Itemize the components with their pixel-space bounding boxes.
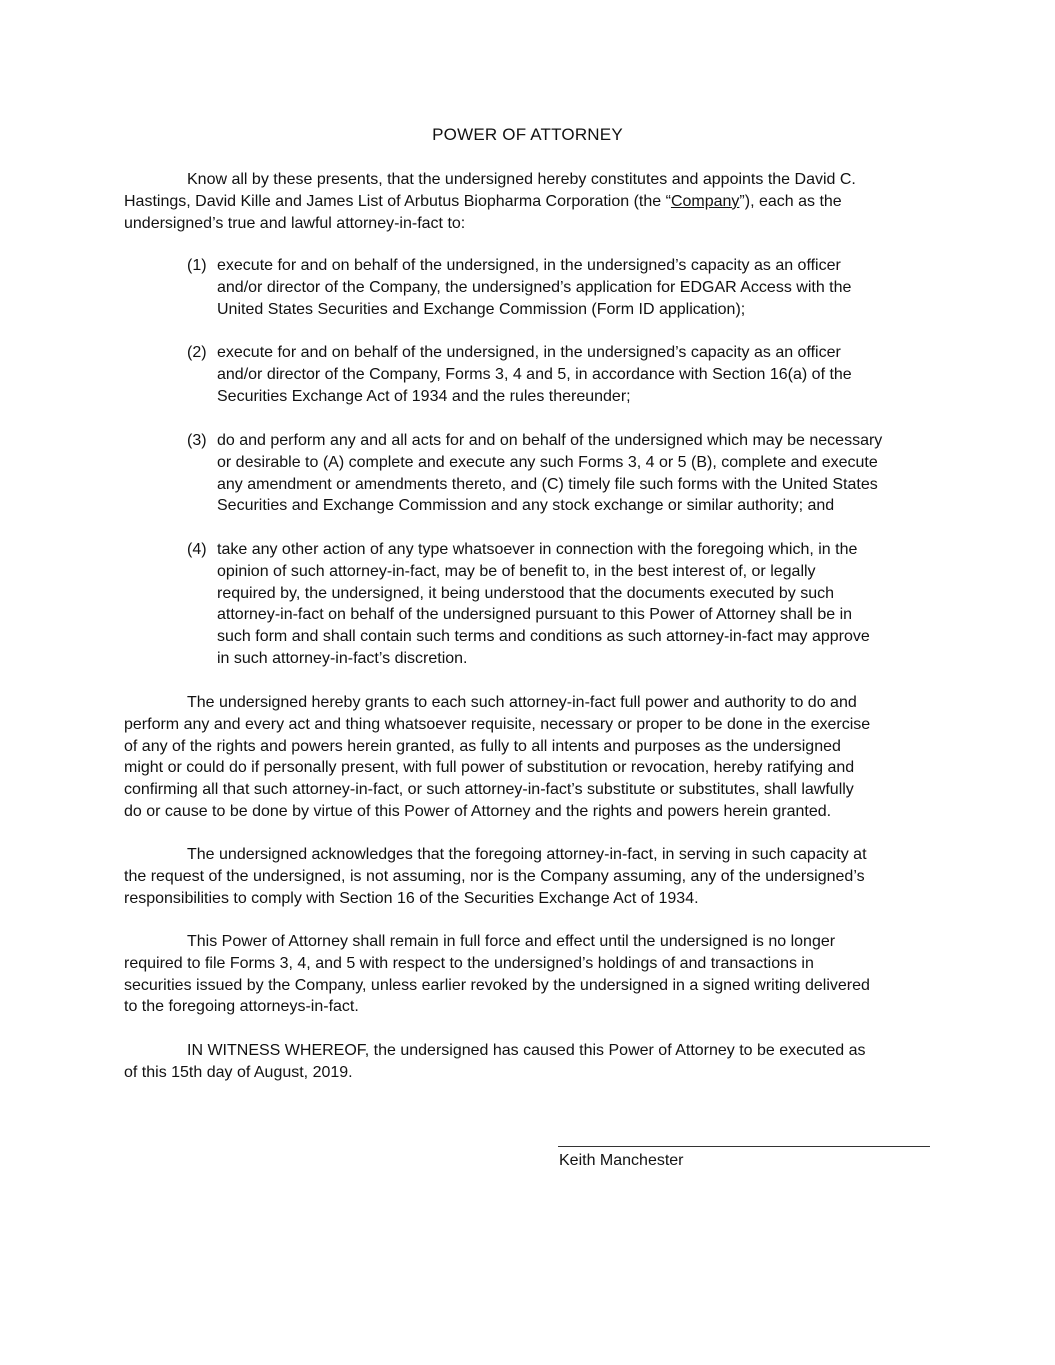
list-number: (2)	[187, 344, 207, 361]
list-number: (4)	[187, 541, 207, 558]
paragraph-line: attorney-in-fact on behalf of the undersigned pursuant to this Power of Attorney shall be in	[217, 606, 853, 624]
paragraph-line: in such attorney-in-fact’s discretion.	[217, 649, 468, 667]
paragraph-line: or desirable to (A) complete and execute any such Forms 3, 4 or 5 (B), complete and execute	[217, 453, 878, 471]
paragraph-line: such form and shall contain such terms and conditions as such attorney-in-fact may approve	[217, 628, 870, 646]
list-number: (3)	[187, 432, 207, 449]
paragraph-line: any amendment or amendments thereto, and (C) timely file such forms with the United States	[217, 475, 878, 493]
paragraph-line: execute for and on behalf of the undersigned, in the undersigned’s capacity as an officer	[217, 344, 841, 361]
paragraph-line: to the foregoing attorneys-in-fact.	[124, 998, 359, 1016]
paragraph-line: This Power of Attorney shall remain in full force and effect until the undersigned is no longer	[187, 933, 836, 950]
paragraph-line: perform any and every act and thing whatsoever requisite, necessary or proper to be done in the exercise	[124, 715, 871, 733]
paragraph-line: Securities and Exchange Commission and any stock exchange or similar authority; and	[217, 497, 835, 515]
paragraph-line: of this 15th day of August, 2019.	[124, 1063, 353, 1081]
paragraph-line: and/or director of the Company, the undersigned’s application for EDGAR Access with the	[217, 278, 852, 296]
paragraph-line: take any other action of any type whatsoever in connection with the foregoing which, in the	[217, 541, 858, 558]
body-paragraph	[124, 844, 944, 909]
paragraph-line: required to file Forms 3, 4, and 5 with respect to the undersigned’s holdings of and transactions in	[124, 954, 814, 972]
paragraph-line: securities issued by the Company, unless earlier revoked by the undersigned in a signed writing delivered	[124, 976, 870, 994]
paragraph-line: do and perform any and all acts for and on behalf of the undersigned which may be necessary	[217, 432, 883, 449]
list-number: (1)	[187, 257, 207, 274]
paragraph-line: Know all by these presents, that the undersigned hereby constitutes and appoints the David C.	[187, 171, 856, 188]
paragraph-line: The undersigned acknowledges that the foregoing attorney-in-fact, in serving in such capacity at	[187, 846, 867, 863]
paragraph-line: confirming all that such attorney-in-fact, or such attorney-in-fact’s substitute or substitutes, shall lawfully	[124, 781, 854, 799]
text-segment: Hastings, David Kille and James List of Arbutus Biopharma Corporation (the “	[124, 192, 671, 210]
paragraph-line: do or cause to be done by virtue of this Power of Attorney and the rights and powers herein granted.	[124, 802, 832, 820]
paragraph-line: and/or director of the Company, Forms 3, 4 and 5, in accordance with Section 16(a) of the	[217, 365, 852, 383]
paragraph-line: undersigned’s true and lawful attorney-in-fact to:	[124, 214, 466, 232]
body-paragraph	[124, 1040, 944, 1084]
paragraph-line: opinion of such attorney-in-fact, may be of benefit to, in the best interest of, or legally	[217, 562, 816, 580]
paragraph-line: of any of the rights and powers herein granted, as fully to all intents and purposes as the undersigned	[124, 737, 841, 755]
signatory-name: Keith Manchester	[559, 1152, 684, 1169]
paragraph-line: the request of the undersigned, is not assuming, nor is the Company assuming, any of the undersigned’s	[124, 867, 865, 885]
body-paragraph	[124, 931, 944, 1018]
document-title: POWER OF ATTORNEY	[432, 125, 623, 144]
body-paragraph	[124, 692, 944, 823]
paragraph-line	[124, 191, 944, 213]
list-item	[124, 430, 944, 517]
list-item	[124, 342, 944, 407]
paragraph-line: required by, the undersigned, it being understood that the documents executed by such	[217, 584, 834, 602]
paragraph-line: execute for and on behalf of the undersigned, in the undersigned’s capacity as an officer	[217, 257, 841, 274]
paragraph-line: Securities Exchange Act of 1934 and the rules thereunder;	[217, 387, 631, 405]
signature-line	[558, 1146, 930, 1147]
paragraph-line: might or could do if personally present, with full power of substitution or revocation, hereby ratifying and	[124, 759, 855, 777]
list-item	[124, 255, 944, 320]
paragraph-line: IN WITNESS WHEREOF, the undersigned has caused this Power of Attorney to be executed as	[187, 1042, 866, 1059]
paragraph-line: The undersigned hereby grants to each such attorney-in-fact full power and authority to do and	[187, 694, 857, 711]
list-item	[124, 539, 944, 670]
defined-term: Company	[670, 192, 740, 210]
text-segment: ”), each as the	[739, 192, 842, 210]
paragraph-line: United States Securities and Exchange Commission (Form ID application);	[217, 300, 746, 318]
intro-paragraph	[124, 169, 944, 234]
paragraph-line: responsibilities to comply with Section 16 of the Securities Exchange Act of 1934.	[124, 889, 699, 907]
